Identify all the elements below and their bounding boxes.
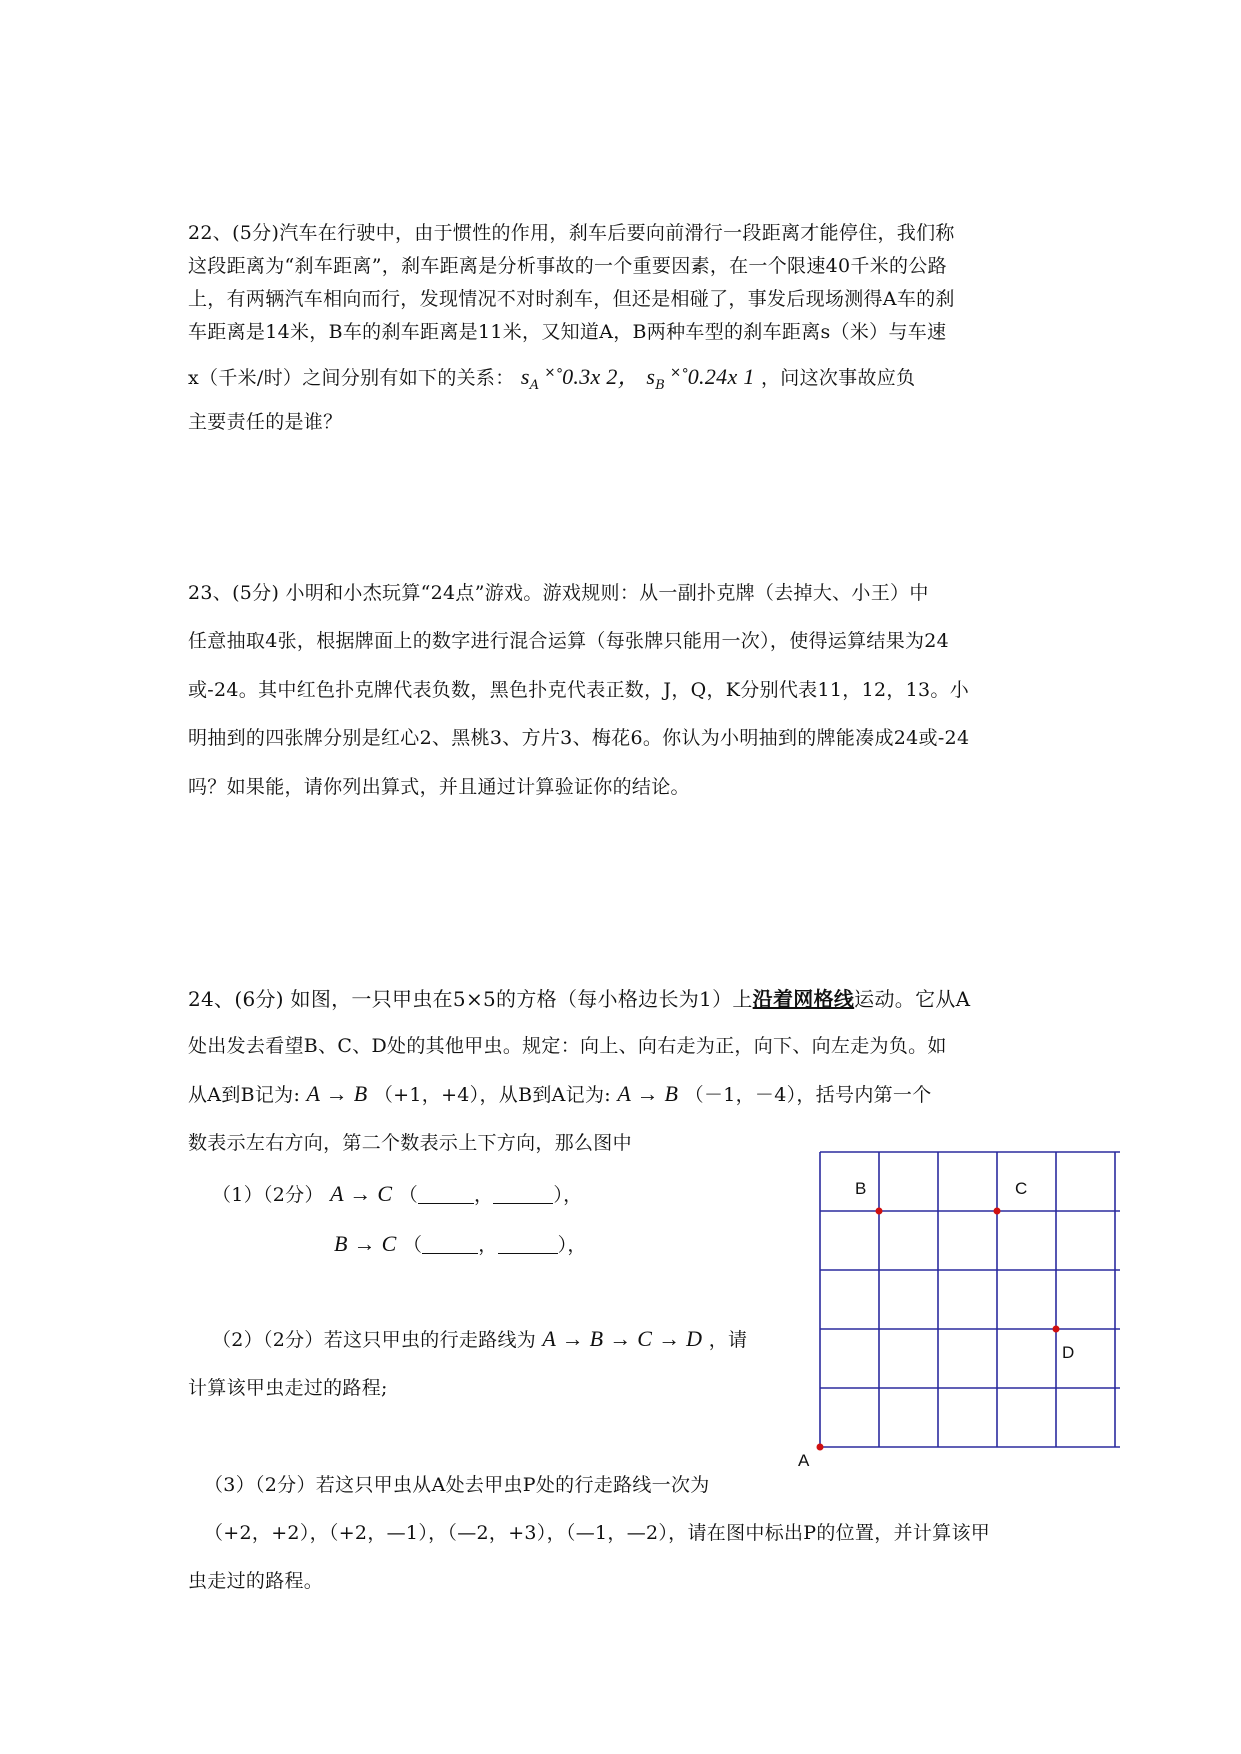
formula-a-to-b-1: A → B <box>306 1081 368 1106</box>
answer-blank-bc-x[interactable] <box>422 1235 478 1254</box>
q22-line-2: 这段距离为“刹车距离”，刹车距离是分析事故的一个重要因素，在一个限速40千米的公路 <box>188 255 947 277</box>
q23-line-4: 明抽到的四张牌分别是红心2、黑桃3、方片3、梅花6。你认为小明抽到的牌能凑成24或-24 <box>188 727 970 749</box>
q24-line-1 <box>188 983 970 1012</box>
paren-close-2: ）， <box>557 1234 587 1256</box>
answer-blank-bc-y[interactable] <box>498 1235 558 1254</box>
grid-lines <box>790 1140 1130 1480</box>
point-c <box>994 1208 1001 1215</box>
q24-line-3-a: 从A到B记为: <box>188 1084 301 1106</box>
formula-sb-sub: B <box>655 378 666 393</box>
q22-line-5-pre: x（千米/时）之间分别有如下的关系： <box>188 367 515 389</box>
point-label-b: B <box>855 1179 867 1198</box>
q23-line-2: 任意抽取4张，根据牌面上的数字进行混合运算（每张牌只能用一次），使得运算结果为24 <box>188 630 950 652</box>
q22-line-6: 主要责任的是谁？ <box>188 411 343 433</box>
q22-line-3: 上，有两辆汽车相向而行，发现情况不对时刹车，但还是相碰了，事发后现场测得A车的刹 <box>188 288 955 310</box>
q24-line-4: 数表示左右方向，第二个数表示上下方向，那么图中 <box>188 1132 632 1154</box>
answer-blank-ac-x[interactable] <box>418 1185 474 1204</box>
q24-line-2: 处出发去看望B、C、D处的其他甲虫。规定：向上、向右走为正，向下、向左走为负。如 <box>188 1035 947 1057</box>
comma-2: ， <box>478 1234 498 1256</box>
q23-line-5: 吗？如果能，请你列出算式，并且通过计算验证你的结论。 <box>188 776 690 798</box>
q22-line-1: 22、(5分)汽车在行驶中，由于惯性的作用，刹车后要向前滑行一段距离才能停住，我们称 <box>188 222 955 244</box>
q24-part1-label: （1）（2分） <box>212 1184 324 1206</box>
comma-1: ， <box>474 1184 494 1206</box>
formula-sb-rest: ˟˚0.24x 1 <box>671 364 755 389</box>
q22-line-4: 车距离是14米，B车的刹车距离是11米，又知道A，B两种车型的刹车距离s（米）与车速 <box>188 321 947 343</box>
point-a <box>817 1444 824 1451</box>
paren-open-2: （ <box>402 1234 423 1256</box>
formula-b-to-c: B → C <box>334 1231 397 1256</box>
q24-part1-row2 <box>334 1230 587 1257</box>
paren-close-1: ）， <box>553 1184 583 1206</box>
formula-a-to-b-2: A → B <box>617 1081 679 1106</box>
q24-part2-line-2: 计算该甲虫走过的路程; <box>188 1377 388 1399</box>
q23-line-3: 或-24。其中红色扑克牌代表负数，黑色扑克代表正数，J，Q，K分别代表11，12，13。小 <box>188 679 970 701</box>
q23-line-1: 23、(5分) 小明和小杰玩算“24点”游戏。游戏规则：从一副扑克牌（去掉大、小王）中 <box>188 582 929 604</box>
grid-figure <box>790 1140 1130 1480</box>
formula-sb: s <box>646 364 656 389</box>
formula-sa-rest: ˟˚0.3x 2， <box>545 364 640 389</box>
formula-sa-sub: A <box>529 378 540 393</box>
formula-route: A → B → C → D <box>542 1326 703 1351</box>
q22-line-5-post: ，问这次事故应负 <box>760 367 916 389</box>
q24-line-3-b: （+1，+4），从B到A记为: <box>373 1084 611 1106</box>
q24-underlined-phrase: 沿着网格线 <box>752 987 855 1011</box>
answer-blank-ac-y[interactable] <box>493 1185 553 1204</box>
point-b <box>876 1208 883 1215</box>
q24-part2-post: ，请 <box>708 1329 748 1351</box>
point-d <box>1053 1326 1060 1333</box>
q24-part3-line-2: （+2，+2），（+2，—1），（—2，+3），（—1，—2），请在图中标出P的位置，并计算该甲 <box>204 1522 991 1544</box>
q24-line-3-c: （－1，－4），括号内第一个 <box>684 1084 932 1106</box>
q24-line-1-pre: 24、(6分) 如图，一只甲虫在5×5的方格（每小格边长为1）上 <box>188 987 753 1011</box>
q24-line-1-post: 运动。它从A <box>854 987 971 1011</box>
q24-part3-line-1: （3）（2分）若这只甲虫从A处去甲虫P处的行走路线一次为 <box>204 1474 710 1496</box>
q24-part2-line-1 <box>212 1325 747 1352</box>
formula-a-to-c: A → C <box>330 1181 393 1206</box>
q24-part1-row1 <box>212 1180 582 1207</box>
q24-line-3 <box>188 1080 932 1107</box>
point-label-a: A <box>798 1451 810 1470</box>
q24-part2-pre: （2）（2分）若这只甲虫的行走路线为 <box>212 1329 537 1351</box>
q24-part3-line-3: 虫走过的路程。 <box>188 1570 324 1592</box>
paren-open-1: （ <box>398 1184 418 1206</box>
point-label-d: D <box>1062 1343 1075 1362</box>
point-label-c: C <box>1015 1179 1028 1198</box>
q22-line-5 <box>188 360 915 393</box>
formula-sa: s <box>520 364 530 389</box>
